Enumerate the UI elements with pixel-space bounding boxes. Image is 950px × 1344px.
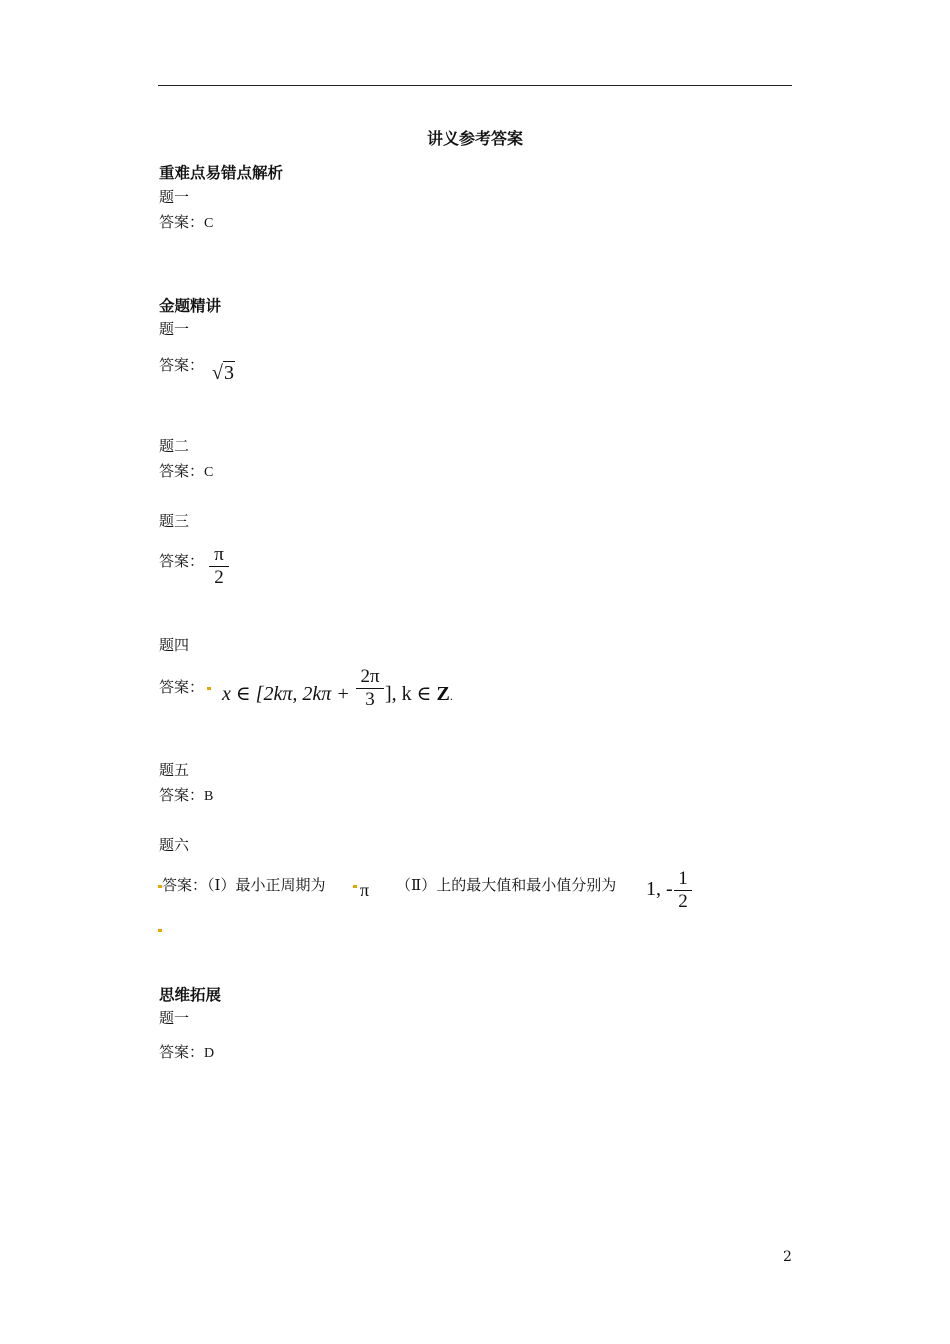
- question-label: 题二: [159, 437, 190, 455]
- question-label: 题一: [159, 188, 190, 206]
- period-value: π: [360, 880, 370, 900]
- answer-value: B: [204, 789, 214, 804]
- answer-line: [159, 784, 213, 805]
- edit-marker: [207, 687, 211, 690]
- answer-prefix: 答案：: [162, 876, 208, 894]
- question-label: 题一: [159, 320, 190, 338]
- header-rule: [158, 85, 792, 86]
- radicand: 3: [223, 362, 234, 384]
- question-label: 题五: [159, 761, 190, 779]
- answer-line: [159, 460, 213, 481]
- answer-prefix: 答案：: [159, 552, 205, 570]
- part-two-text: （Ⅱ）上的最大值和最小值分别为: [396, 876, 617, 894]
- question-label: 题四: [159, 636, 190, 654]
- fraction-numerator: 2π: [360, 666, 380, 687]
- fraction-2pi-over-3: [356, 667, 384, 710]
- answer-prefix: 答案：: [159, 1043, 205, 1061]
- fraction-one-half: [674, 869, 692, 912]
- interval-expr-left: x ∈ [2kπ, 2kπ +: [222, 683, 350, 705]
- edit-marker: [353, 885, 357, 888]
- page-title: 讲义参考答案: [426, 129, 523, 148]
- section-heading-extension: 思维拓展: [159, 985, 222, 1004]
- fraction-denominator: 2: [214, 567, 224, 588]
- question-label: 题三: [159, 512, 190, 530]
- answer-line: [159, 211, 213, 232]
- question-label: 题一: [159, 1009, 190, 1027]
- fraction-denominator: 3: [365, 689, 375, 710]
- integer-set-symbol: Z: [436, 683, 450, 705]
- interval-expr-right: ], k ∈ Z.: [385, 683, 453, 705]
- answer-prefix: 答案：: [159, 356, 205, 374]
- answer-value: C: [204, 216, 214, 231]
- question-label: 题六: [159, 836, 190, 854]
- page-number: 2: [783, 1249, 792, 1265]
- answer-prefix: 答案：: [159, 213, 205, 231]
- answer-line-q6: [162, 874, 325, 895]
- fraction-pi-over-2: [209, 545, 229, 588]
- edit-marker: [158, 929, 162, 932]
- part-one-text: （Ⅰ）最小正周期为: [207, 876, 326, 894]
- extrema-values: 1, -: [646, 878, 673, 900]
- answer-line: [159, 1041, 214, 1062]
- answer-prefix: 答案：: [159, 786, 205, 804]
- fraction-numerator: 1: [678, 868, 688, 889]
- answer-value: D: [204, 1046, 215, 1061]
- answer-value: C: [204, 465, 214, 480]
- answer-sqrt3: [212, 362, 235, 385]
- section-heading-lectures: 金题精讲: [159, 296, 222, 315]
- fraction-denominator: 2: [678, 891, 688, 912]
- section-heading-analysis: 重难点易错点解析: [159, 163, 284, 182]
- fraction-numerator: π: [214, 544, 224, 565]
- answer-prefix: 答案：: [159, 678, 205, 696]
- radical-sign: √: [212, 362, 223, 384]
- answer-prefix: 答案：: [159, 462, 205, 480]
